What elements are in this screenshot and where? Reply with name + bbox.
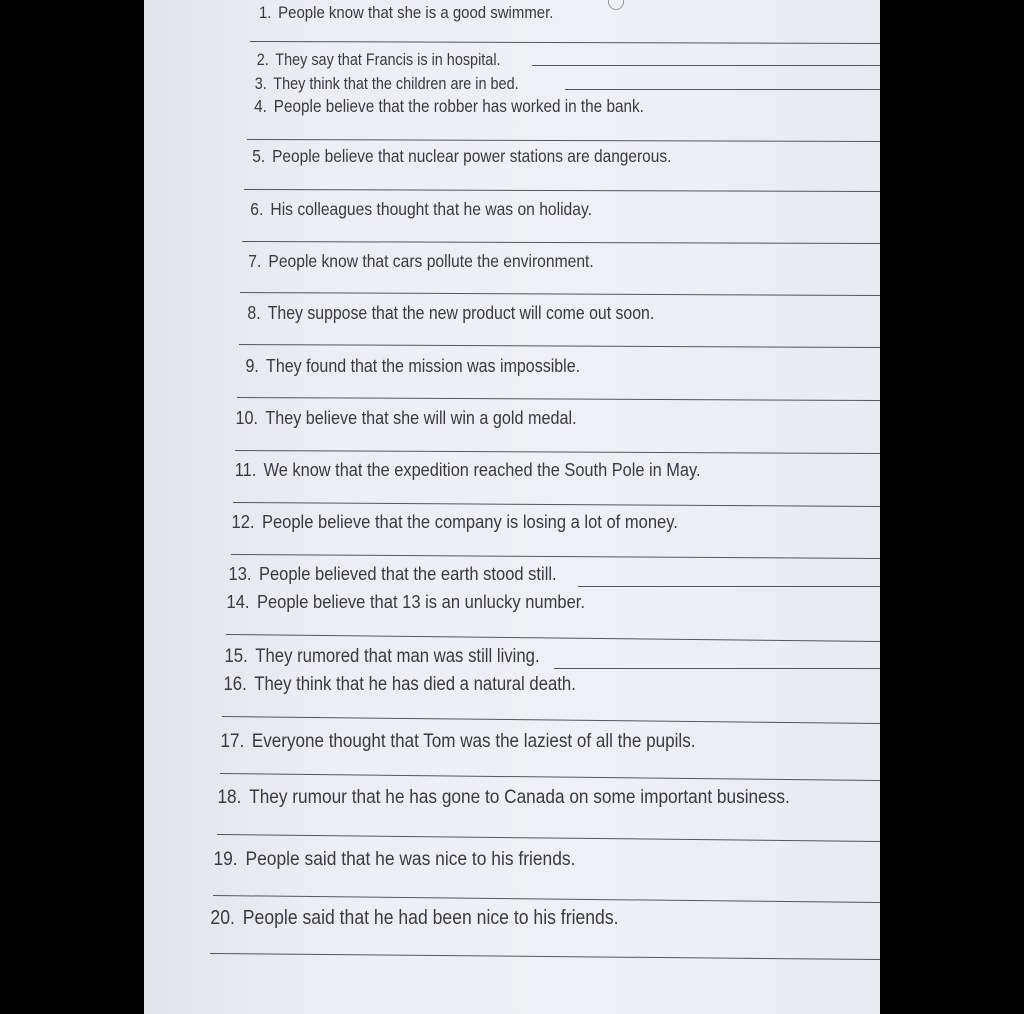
answer-line[interactable] — [242, 241, 880, 244]
answer-line[interactable] — [213, 895, 880, 903]
item-number: 14. — [226, 591, 250, 612]
item-number: 7. — [248, 251, 262, 271]
exercise-item — [240, 304, 654, 322]
exercise-item — [237, 409, 577, 427]
item-number: 4. — [254, 96, 267, 116]
item-sentence: People know that she is a good swimmer. — [278, 3, 554, 22]
item-number: 5. — [252, 146, 266, 166]
answer-line[interactable] — [244, 189, 880, 192]
exercise-item — [235, 461, 701, 480]
answer-line[interactable] — [226, 634, 880, 642]
item-sentence: His colleagues thought that he was on holiday. — [270, 199, 592, 219]
exercise-item — [233, 513, 678, 532]
exercise-item — [230, 565, 557, 584]
exercise-item — [247, 98, 644, 115]
answer-line[interactable] — [237, 397, 880, 401]
item-number: 15. — [224, 646, 248, 667]
answer-line[interactable] — [239, 344, 880, 348]
exercise-item — [215, 850, 575, 870]
item-number: 11. — [234, 459, 257, 480]
answer-line[interactable] — [231, 554, 880, 559]
exercise-item — [225, 675, 576, 694]
exercise-item — [252, 4, 553, 21]
exercise-item — [241, 253, 594, 271]
item-number: 17. — [220, 730, 245, 752]
item-sentence: People believe that the robber has worked in the bank. — [273, 96, 644, 116]
item-sentence: They think that the children are in bed. — [273, 75, 519, 93]
answer-line[interactable] — [247, 139, 880, 142]
answer-line-inline[interactable] — [532, 65, 880, 66]
item-sentence: People said that he had been nice to his friends. — [242, 907, 619, 929]
item-sentence: People know that cars pollute the environment. — [268, 251, 594, 271]
item-sentence: Everyone thought that Tom was the laziest of all the pupils. — [251, 730, 696, 752]
pen-mark — [608, 0, 624, 10]
answer-line[interactable] — [217, 834, 880, 842]
answer-line[interactable] — [222, 716, 880, 724]
item-sentence: They rumored that man was still living. — [255, 646, 540, 667]
answer-line-inline[interactable] — [565, 89, 880, 90]
exercise-item — [245, 148, 671, 166]
exercise-item — [238, 357, 580, 375]
item-sentence: People said that he was nice to his friends. — [245, 848, 576, 870]
exercise-item — [219, 788, 790, 808]
exercise-item — [212, 908, 619, 928]
item-number: 10. — [235, 407, 259, 428]
item-sentence: We know that the expedition reached the South Pole in May. — [263, 459, 701, 480]
worksheet-page — [144, 0, 880, 1014]
item-number: 16. — [223, 674, 247, 695]
item-sentence: They say that Francis is in hospital. — [275, 51, 501, 69]
exercise-item — [250, 52, 501, 68]
item-number: 20. — [210, 907, 235, 929]
answer-line[interactable] — [210, 953, 880, 960]
item-sentence: People believe that 13 is an unlucky number. — [256, 591, 585, 612]
item-sentence: They think that he has died a natural death. — [254, 674, 576, 695]
answer-line-inline[interactable] — [578, 586, 880, 587]
answer-line[interactable] — [233, 502, 880, 507]
answer-line[interactable] — [250, 41, 880, 44]
exercise-item — [222, 732, 695, 751]
item-number: 6. — [250, 199, 264, 219]
item-number: 2. — [256, 51, 269, 69]
exercise-item — [248, 76, 519, 92]
item-number: 18. — [217, 786, 242, 808]
item-number: 19. — [213, 848, 238, 870]
exercise-item — [228, 593, 585, 612]
item-sentence: People believed that the earth stood still. — [258, 563, 557, 584]
answer-line[interactable] — [240, 292, 880, 296]
item-number: 13. — [228, 563, 252, 584]
item-sentence: People believe that the company is losing a lot of money. — [261, 511, 678, 532]
item-number: 8. — [247, 303, 261, 323]
answer-line-inline[interactable] — [554, 668, 880, 669]
item-number: 1. — [258, 3, 272, 22]
exercise-item — [226, 647, 540, 666]
item-sentence: They believe that she will win a gold medal. — [265, 407, 577, 428]
answer-line[interactable] — [220, 773, 880, 781]
exercise-item — [243, 201, 592, 219]
item-sentence: People believe that nuclear power stations are dangerous. — [272, 146, 672, 166]
item-number: 12. — [231, 511, 255, 532]
item-number: 9. — [245, 356, 259, 376]
answer-line[interactable] — [235, 450, 880, 454]
item-sentence: They suppose that the new product will come out soon. — [267, 303, 655, 323]
item-sentence: They found that the mission was impossible. — [266, 356, 581, 376]
item-sentence: They rumour that he has gone to Canada on some important business. — [249, 786, 790, 808]
item-number: 3. — [254, 75, 267, 93]
